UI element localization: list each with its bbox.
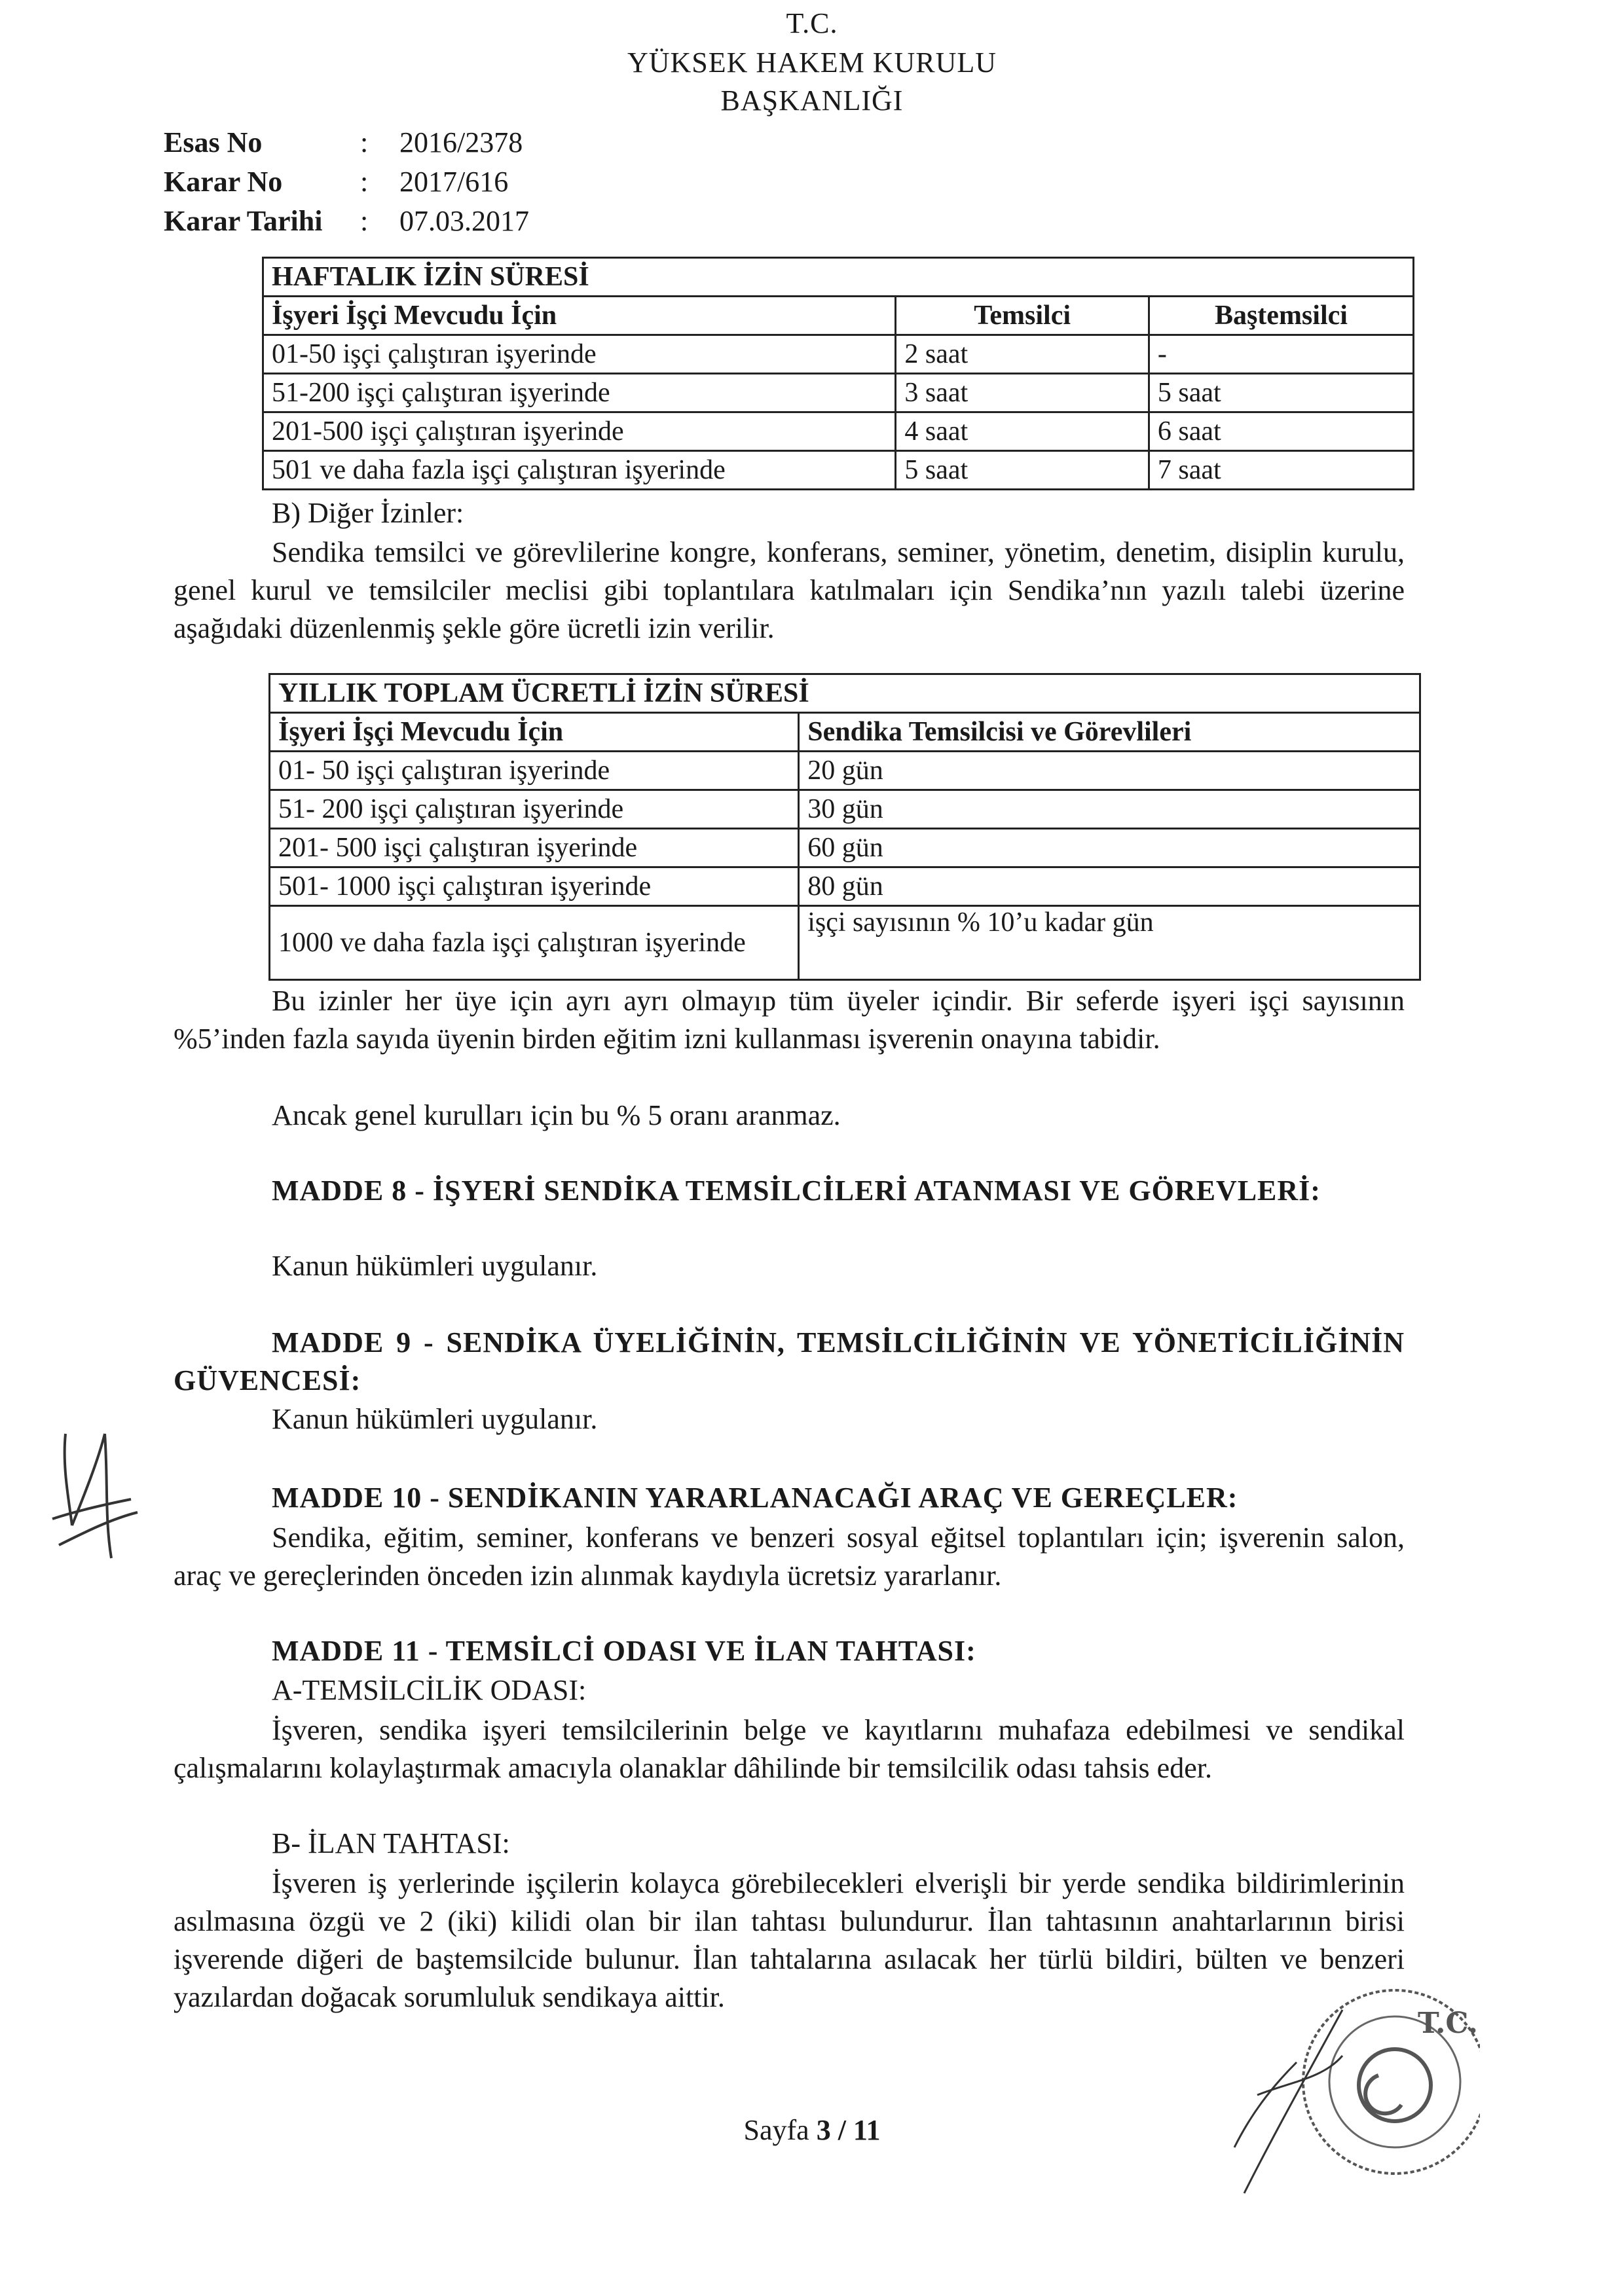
table-cell: 7 saat — [1149, 451, 1413, 490]
table-cell: işçi sayısının % 10’u kadar gün — [799, 906, 1420, 980]
table-cell: 30 gün — [799, 790, 1420, 829]
weekly-leave-table — [262, 257, 1414, 490]
after-table-text: Bu izinler her üye için ayrı ayrı olmayıp tüm üyeler içindir. Bir seferde işyeri işçi sayısının %5’inden fazla sayıda üyenin birden eğitim izni kullanması işverenin onayına tabidir. — [174, 985, 1405, 1055]
madde-8-heading: MADDE 8 - İŞYERİ SENDİKA TEMSİLCİLERİ ATANMASI VE GÖREVLERİ: — [272, 1175, 1321, 1207]
page-label: Sayfa — [743, 2114, 809, 2146]
table-header: İşyeri İşçi Mevcudu İçin — [270, 713, 799, 752]
table-cell: 5 saat — [1149, 374, 1413, 412]
table-row — [270, 906, 1420, 980]
table-cell: 5 saat — [896, 451, 1149, 490]
table-cell: 501- 1000 işçi çalıştıran işyerinde — [270, 867, 799, 906]
table-cell: 60 gün — [799, 829, 1420, 867]
table-cell: 51- 200 işçi çalıştıran işyerinde — [270, 790, 799, 829]
table-header: Sendika Temsilcisi ve Görevlileri — [799, 713, 1420, 752]
table-row — [263, 451, 1414, 490]
table-cell: 6 saat — [1149, 412, 1413, 451]
table-row — [263, 335, 1414, 374]
table-cell: - — [1149, 335, 1413, 374]
table-header: İşyeri İşçi Mevcudu İçin — [263, 297, 896, 335]
table-row — [270, 867, 1420, 906]
madde-10-heading: MADDE 10 - SENDİKANIN YARARLANACAĞI ARAÇ VE GEREÇLER: — [272, 1482, 1238, 1514]
page-total: 11 — [853, 2114, 881, 2146]
madde-11-heading: MADDE 11 - TEMSİLCİ ODASI VE İLAN TAHTASI: — [272, 1635, 976, 1667]
esas-label: Esas No — [164, 126, 263, 158]
header-institution: YÜKSEK HAKEM KURULU — [627, 46, 997, 79]
official-seal-stamp — [1231, 1984, 1480, 2203]
header-tc: T.C. — [786, 7, 838, 39]
madde-11-text-a: İşveren, sendika işyeri temsilcilerinin belge ve kayıtlarını muhafaza edebilmesi ve sendikal çalışmalarını kolaylaştırmak amacıyla olanaklar dâhilinde bir temsilcilik odası tahsis eder. — [174, 1714, 1405, 1784]
table-cell: 201-500 işçi çalıştıran işyerinde — [263, 412, 896, 451]
table-cell: 501 ve daha fazla işçi çalıştıran işyerinde — [263, 451, 896, 490]
table-title: YILLIK TOPLAM ÜCRETLİ İZİN SÜRESİ — [270, 674, 1420, 713]
madde-11-subheading-b: B- İLAN TAHTASI: — [272, 1827, 510, 1859]
madde-8-text: Kanun hükümleri uygulanır. — [272, 1250, 598, 1282]
table-row — [270, 829, 1420, 867]
table-title: HAFTALIK İZİN SÜRESİ — [263, 258, 1414, 297]
table-header: Baştemsilci — [1149, 297, 1413, 335]
after-table-note: Ancak genel kurulları için bu % 5 oranı aranmaz. — [272, 1099, 841, 1131]
page-number — [0, 2113, 1624, 2147]
karar-value: 2017/616 — [399, 166, 509, 198]
table-row — [263, 374, 1414, 412]
tarih-value: 07.03.2017 — [399, 205, 529, 237]
madde-11-subheading-a: A-TEMSİLCİLİK ODASI: — [272, 1674, 587, 1706]
table-cell: 20 gün — [799, 752, 1420, 790]
madde-10-text: Sendika, eğitim, seminer, konferans ve benzeri sosyal eğitsel toplantıları için; işverenin salon, araç ve gereçlerinden önceden izin alınmak kaydıyla ücretsiz yararlanır. — [174, 1522, 1405, 1592]
table-cell: 01- 50 işçi çalıştıran işyerinde — [270, 752, 799, 790]
section-b-heading: B) Diğer İzinler: — [272, 497, 464, 529]
section-b-text: Sendika temsilci ve görevlilerine kongre, konferans, seminer, yönetim, denetim, disiplin kurulu, genel kurul ve temsilciler meclisi gibi toplantılara katılmaları için Sendika’nın yazılı talebi üzerine aşağıdaki düzenlenmiş şekle göre ücretli izin verilir. — [174, 536, 1405, 644]
table-cell: 3 saat — [896, 374, 1149, 412]
case-meta — [164, 123, 529, 241]
karar-label: Karar No — [164, 166, 283, 198]
colon: : — [360, 166, 369, 198]
handwritten-signature — [46, 1421, 144, 1594]
table-cell: 01-50 işçi çalıştıran işyerinde — [263, 335, 896, 374]
page-separator: / — [830, 2114, 853, 2146]
table-cell: 1000 ve daha fazla işçi çalıştıran işyerinde — [270, 906, 799, 980]
table-cell: 80 gün — [799, 867, 1420, 906]
table-row — [263, 412, 1414, 451]
madde-9-heading: MADDE 9 - SENDİKA ÜYELİĞİNİN, TEMSİLCİLİĞİNİN VE YÖNETİCİLİĞİNİN GÜVENCESİ: — [174, 1326, 1405, 1396]
page-current: 3 — [816, 2114, 831, 2146]
madde-11-text-b: İşveren iş yerlerinde işçilerin kolayca görebilecekleri elverişli bir yerde sendika bildirimlerinin asılmasına özgü ve 2 (iki) kilidi olan bir ilan tahtası bulundurur. İlan tahtasının anahtarlarının birisi işverende diğeri de baştemsilcide bulunur. İlan tahtalarına asılacak her türlü bildiri, bülten ve benzeri yazılardan doğacak sorumluluk sendikaya aittir. — [174, 1867, 1405, 2013]
table-row — [270, 752, 1420, 790]
tarih-label: Karar Tarihi — [164, 205, 323, 237]
table-cell: 201- 500 işçi çalıştıran işyerinde — [270, 829, 799, 867]
table-cell: 2 saat — [896, 335, 1149, 374]
colon: : — [360, 205, 369, 237]
table-header: Temsilci — [896, 297, 1149, 335]
annual-leave-table — [268, 673, 1421, 981]
colon: : — [360, 126, 369, 158]
table-cell: 51-200 işçi çalıştıran işyerinde — [263, 374, 896, 412]
esas-value: 2016/2378 — [399, 126, 523, 158]
stamp-text: T.C. — [1418, 2007, 1478, 2040]
header-presidency: BAŞKANLIĞI — [720, 84, 904, 117]
madde-9-text: Kanun hükümleri uygulanır. — [272, 1403, 598, 1435]
table-cell: 4 saat — [896, 412, 1149, 451]
table-row — [270, 790, 1420, 829]
